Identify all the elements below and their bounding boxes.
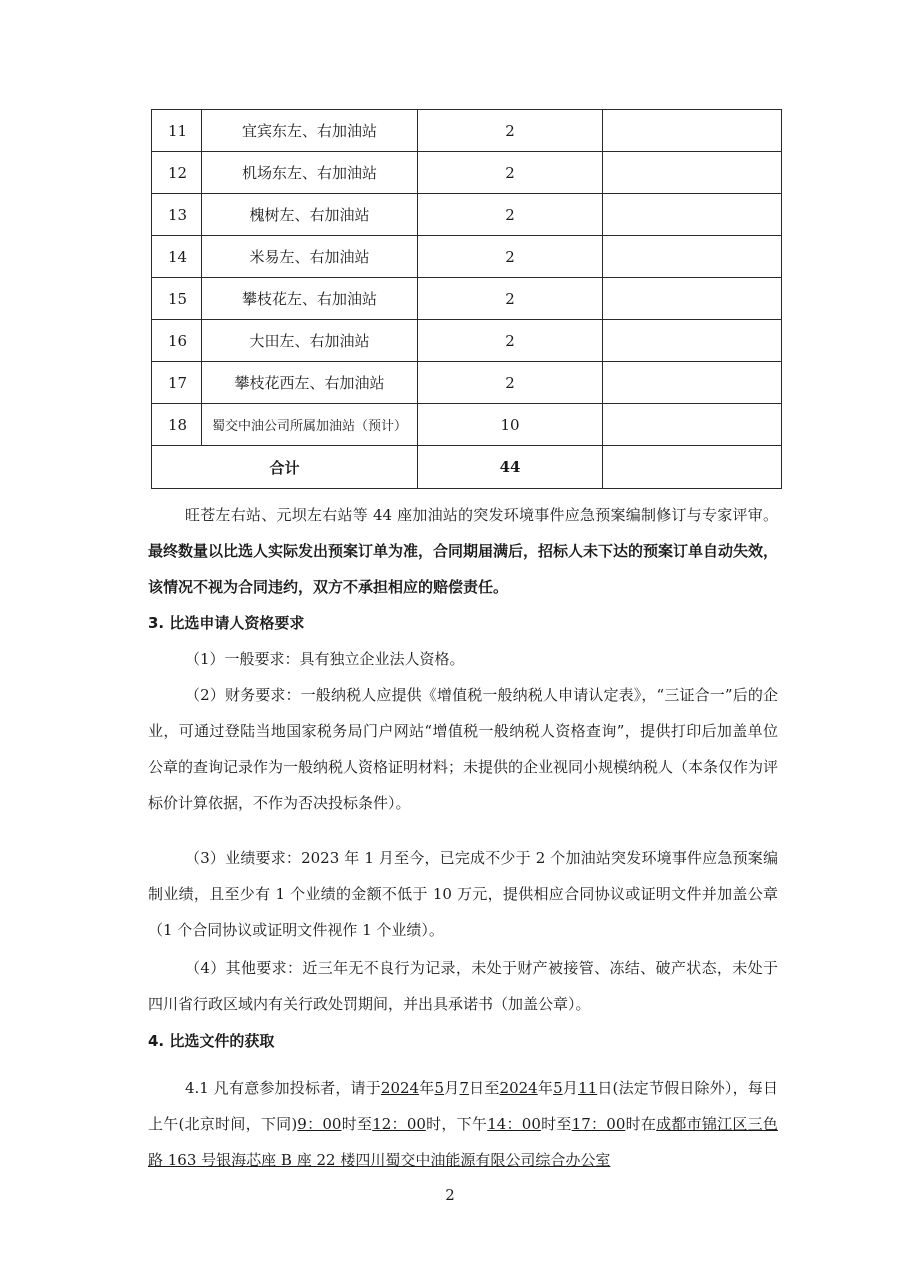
- remarks-cell: [603, 110, 782, 152]
- station-quantity: 2: [418, 362, 603, 404]
- summary-bold-text: 最终数量以比选人实际发出预案订单为准，合同期届满后，招标人未下达的预案订单自动失效，该情况不视为合同违约，双方不承担相应的赔偿责任。: [148, 542, 779, 596]
- time-to: 时至: [540, 1115, 572, 1133]
- year-char: 年: [419, 1079, 435, 1097]
- remarks-cell: [603, 236, 782, 278]
- row-number: 14: [152, 236, 202, 278]
- start-day: 7: [459, 1079, 469, 1097]
- total-row: [152, 446, 782, 489]
- remarks-cell: [603, 194, 782, 236]
- acquisition-paragraph: [148, 1070, 778, 1178]
- other-requirement: （4）其他要求：近三年无不良行为记录，未处于财产被接管、冻结、破产状态，未处于四川省行政区域内有关行政处罚期间，并出具承诺书（加盖公章）。: [148, 959, 778, 1013]
- row-number: 13: [152, 194, 202, 236]
- row-number: 15: [152, 278, 202, 320]
- month-char: 月: [444, 1079, 460, 1097]
- holiday-note: (法定节假日除外），每日上午(北京时间，下同): [148, 1079, 778, 1133]
- general-requirement: （1）一般要求：具有独立企业法人资格。: [185, 650, 465, 668]
- remarks-cell: [603, 152, 782, 194]
- end-month: 5: [553, 1079, 563, 1097]
- station-table: [151, 109, 782, 489]
- month-char: 月: [562, 1079, 579, 1097]
- table-row: [152, 278, 782, 320]
- section-4-heading: 4. 比选文件的获取: [148, 1032, 275, 1050]
- station-name: 米易左、右加油站: [202, 236, 418, 278]
- remarks-cell: [603, 446, 782, 489]
- performance-requirement: （3）业绩要求：2023 年 1 月至今，已完成不少于 2 个加油站突发环境事件应急预案编制业绩，且至少有 1 个业绩的金额不低于 10 万元，提供相应合同协议或证明文件并加盖公章（1 个合同协议或证明文件视作 1 个业绩）。: [148, 849, 778, 939]
- table-row: [152, 320, 782, 362]
- end-day: 11: [578, 1079, 598, 1097]
- acquisition-lead: 4.1 凡有意参加投标者，请于: [185, 1079, 381, 1097]
- station-quantity: 2: [418, 194, 603, 236]
- station-quantity: 2: [418, 320, 603, 362]
- pm-lead: 时，下午: [425, 1115, 488, 1133]
- remarks-cell: [603, 320, 782, 362]
- year-char: 年: [537, 1079, 554, 1097]
- am-end-time: 12：00: [372, 1115, 426, 1133]
- row-number: 16: [152, 320, 202, 362]
- station-name: 攀枝花西左、右加油站: [202, 362, 418, 404]
- day-to: 日至: [468, 1079, 500, 1097]
- station-quantity: 10: [418, 404, 603, 446]
- table-row: [152, 152, 782, 194]
- station-quantity: 2: [418, 152, 603, 194]
- end-year: 2024: [499, 1079, 538, 1097]
- table-row: [152, 194, 782, 236]
- station-quantity: 2: [418, 236, 603, 278]
- address-text: 成都市锦江区三色路 163 号银海芯座 B 座 22 楼四川蜀交中油能源有限公司综合办公室: [148, 1115, 778, 1169]
- start-month: 5: [434, 1079, 445, 1097]
- station-name: 蜀交中油公司所属加油站（预计）: [202, 404, 418, 446]
- station-name: 大田左、右加油站: [202, 320, 418, 362]
- total-label: 合计: [152, 446, 418, 489]
- remarks-cell: [603, 278, 782, 320]
- table-row: [152, 404, 782, 446]
- start-year: 2024: [380, 1079, 420, 1097]
- page-number: 2: [445, 1186, 455, 1204]
- row-number: 18: [152, 404, 202, 446]
- day-char: 日: [597, 1079, 613, 1097]
- station-name: 攀枝花左、右加油站: [202, 278, 418, 320]
- remarks-cell: [603, 404, 782, 446]
- row-number: 12: [152, 152, 202, 194]
- table-row: [152, 236, 782, 278]
- at-text: 时在: [625, 1115, 657, 1133]
- row-number: 11: [152, 110, 202, 152]
- total-value: 44: [418, 446, 603, 489]
- table-row: [152, 110, 782, 152]
- station-quantity: 2: [418, 278, 603, 320]
- station-name: 机场东左、右加油站: [202, 152, 418, 194]
- time-to: 时至: [341, 1115, 373, 1133]
- summary-paragraph: [148, 497, 778, 605]
- station-name: 宜宾东左、右加油站: [202, 110, 418, 152]
- station-name: 槐树左、右加油站: [202, 194, 418, 236]
- section-3-heading: 3. 比选申请人资格要求: [148, 614, 305, 632]
- row-number: 17: [152, 362, 202, 404]
- pm-start-time: 14：00: [487, 1115, 541, 1133]
- table-row: [152, 362, 782, 404]
- station-quantity: 2: [418, 110, 603, 152]
- finance-requirement: （2）财务要求：一般纳税人应提供《增值税一般纳税人申请认定表》，“三证合一”后的企业，可通过登陆当地国家税务局门户网站“增值税一般纳税人资格查询”，提供打印后加盖单位公章的查询记录作为一般纳税人资格证明材料；未提供的企业视同小规模纳税人（本条仅作为评标价计算依据，不作为否决投标条件）。: [148, 686, 779, 812]
- remarks-cell: [603, 362, 782, 404]
- summary-text: 旺苍左右站、元坝左右站等 44 座加油站的突发环境事件应急预案编制修订与专家评审。: [185, 506, 778, 524]
- am-start-time: 9：00: [297, 1115, 342, 1133]
- pm-end-time: 17：00: [571, 1115, 626, 1133]
